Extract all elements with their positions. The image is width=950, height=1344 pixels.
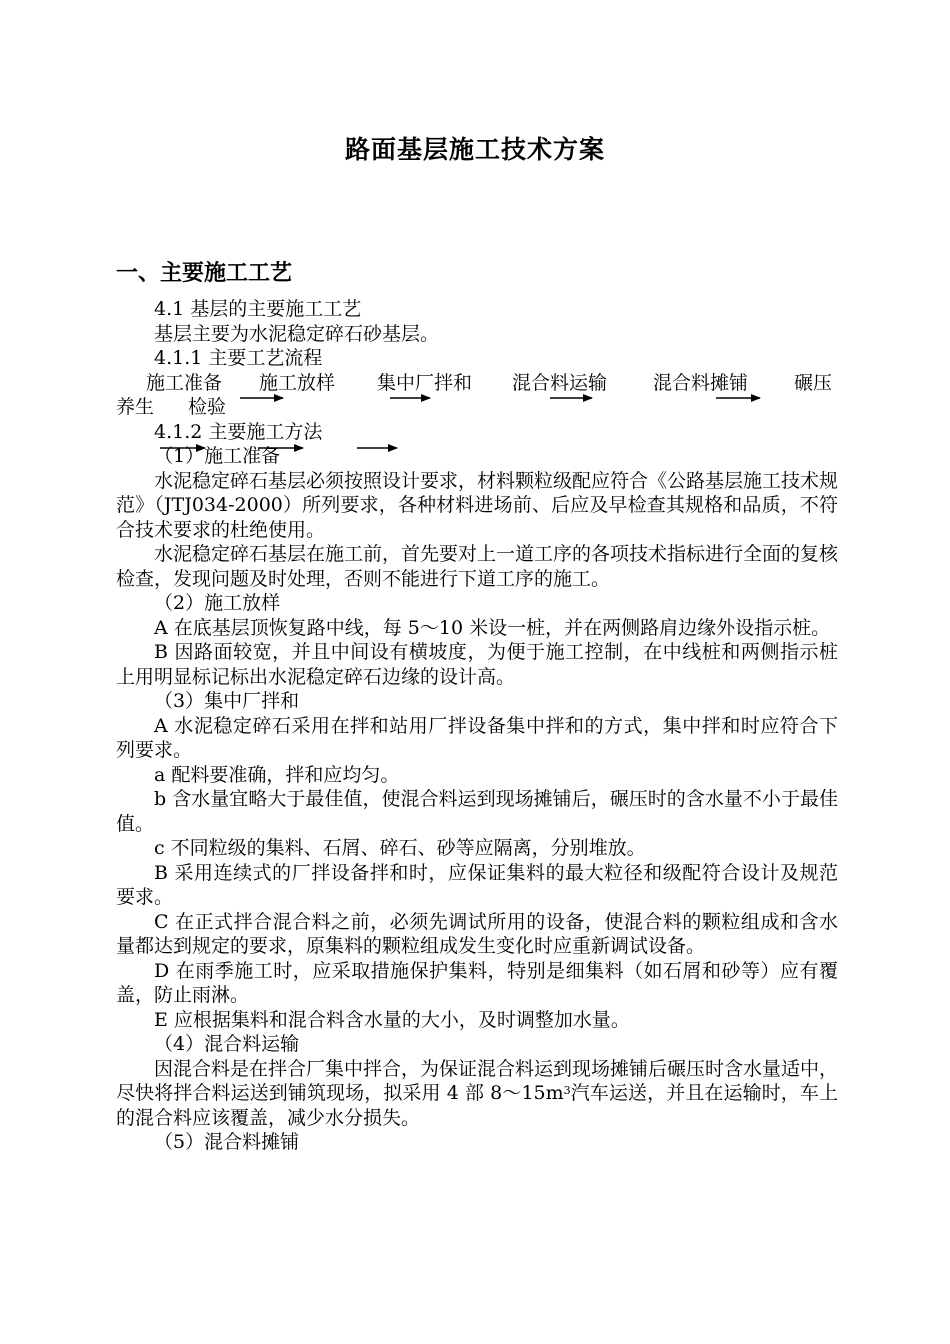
paragraph: c 不同粒级的集料、石屑、碎石、砂等应隔离，分别堆放。 bbox=[154, 837, 646, 859]
heading-construction-layout: （2）施工放样 bbox=[154, 592, 281, 614]
flow-step-inspection: 检验 bbox=[188, 396, 227, 418]
paragraph: 水泥稳定碎石基层在施工前，首先要对上一道工序的各项技术指标进行全面的复核检查，发现问题及时处理，否则不能进行下道工序的施工。 bbox=[116, 543, 839, 590]
paragraph: A 水泥稳定碎石采用在拌和站用厂拌设备集中拌和的方式，集中拌和时应符合下列要求。 bbox=[116, 714, 838, 761]
heading-plant-mixing: （3）集中厂拌和 bbox=[154, 690, 300, 712]
paragraph bbox=[116, 1057, 838, 1131]
paragraph: A 在底基层顶恢复路中线，每 5～10 米设一桩，并在两侧路肩边缘外设指示桩。 bbox=[154, 616, 831, 639]
document-title: 路面基层施工技术方案 bbox=[344, 135, 605, 164]
flow-step-mixing: 集中厂拌和 bbox=[377, 371, 473, 394]
paragraph-base-type: 基层主要为水泥稳定碎石砂基层。 bbox=[154, 322, 440, 345]
document-body bbox=[116, 297, 838, 1155]
paragraph: C 在正式拌合混合料之前，必须先调试所用的设备，使混合料的颗粒组成和含水量都达到规定的要求，原集料的颗粒组成发生变化时应重新调试设备。 bbox=[116, 910, 838, 957]
process-flow-line-1 bbox=[116, 371, 838, 396]
paragraph: B 采用连续式的厂拌设备拌和时，应保证集料的最大粒径和级配符合设计及规范要求。 bbox=[116, 861, 838, 908]
flow-step-layout: 施工放样 bbox=[259, 371, 336, 394]
subsection-4-1-1: 4.1.1 主要工艺流程 bbox=[154, 347, 323, 369]
heading-construction-prep: （1）施工准备 bbox=[154, 445, 281, 467]
subsection-4-1-2: 4.1.2 主要施工方法 bbox=[154, 420, 323, 443]
superscript: 3 bbox=[563, 1084, 571, 1097]
text-run: 汽车运送，并且在运输时，车上的混合料应该覆盖，减少水分损失。 bbox=[116, 1082, 838, 1129]
flow-step-rolling: 碾压 bbox=[794, 371, 833, 394]
paragraph: 水泥稳定碎石基层必须按照设计要求，材料颗粒级配应符合《公路基层施工技术规范》（JTJ034-2000）所列要求，各种材料进场前、后应及早检查其规格和品质，不符合技术要求的杜绝使用。 bbox=[116, 469, 839, 541]
flow-step-curing: 养生 bbox=[116, 396, 155, 418]
flow-step-paving: 混合料摊铺 bbox=[653, 371, 749, 394]
paragraph: B 因路面较宽，并且中间设有横坡度，为便于施工控制，在中线桩和两侧指示桩上用明显标记标出水泥稳定碎石边缘的设计高。 bbox=[116, 641, 838, 688]
heading-mix-paving: （5）混合料摊铺 bbox=[154, 1131, 300, 1153]
flow-step-transport: 混合料运输 bbox=[512, 371, 608, 394]
flow-step-prepare: 施工准备 bbox=[146, 371, 223, 394]
text-run: 因混合料是在拌合厂集中拌合，为保证混合料运到现场摊铺后碾压时含水量适中，尽快将拌合料运送到铺筑现场，拟采用 4 部 8～15m bbox=[116, 1057, 839, 1104]
paragraph: a 配料要准确，拌和应均匀。 bbox=[154, 763, 400, 786]
paragraph: E 应根据集料和混合料含水量的大小，及时调整加水量。 bbox=[154, 1008, 630, 1031]
heading-mix-transport: （4）混合料运输 bbox=[154, 1033, 300, 1055]
paragraph: b 含水量宜略大于最佳值，使混合料运到现场摊铺后，碾压时的含水量不小于最佳值。 bbox=[116, 788, 838, 835]
subsection-4-1: 4.1 基层的主要施工工艺 bbox=[154, 298, 362, 320]
paragraph: D 在雨季施工时，应采取措施保护集料，特别是细集料（如石屑和砂等）应有覆盖，防止雨淋。 bbox=[116, 959, 838, 1006]
section-heading: 一、主要施工工艺 bbox=[116, 260, 293, 286]
process-flow-line-2 bbox=[116, 395, 838, 420]
